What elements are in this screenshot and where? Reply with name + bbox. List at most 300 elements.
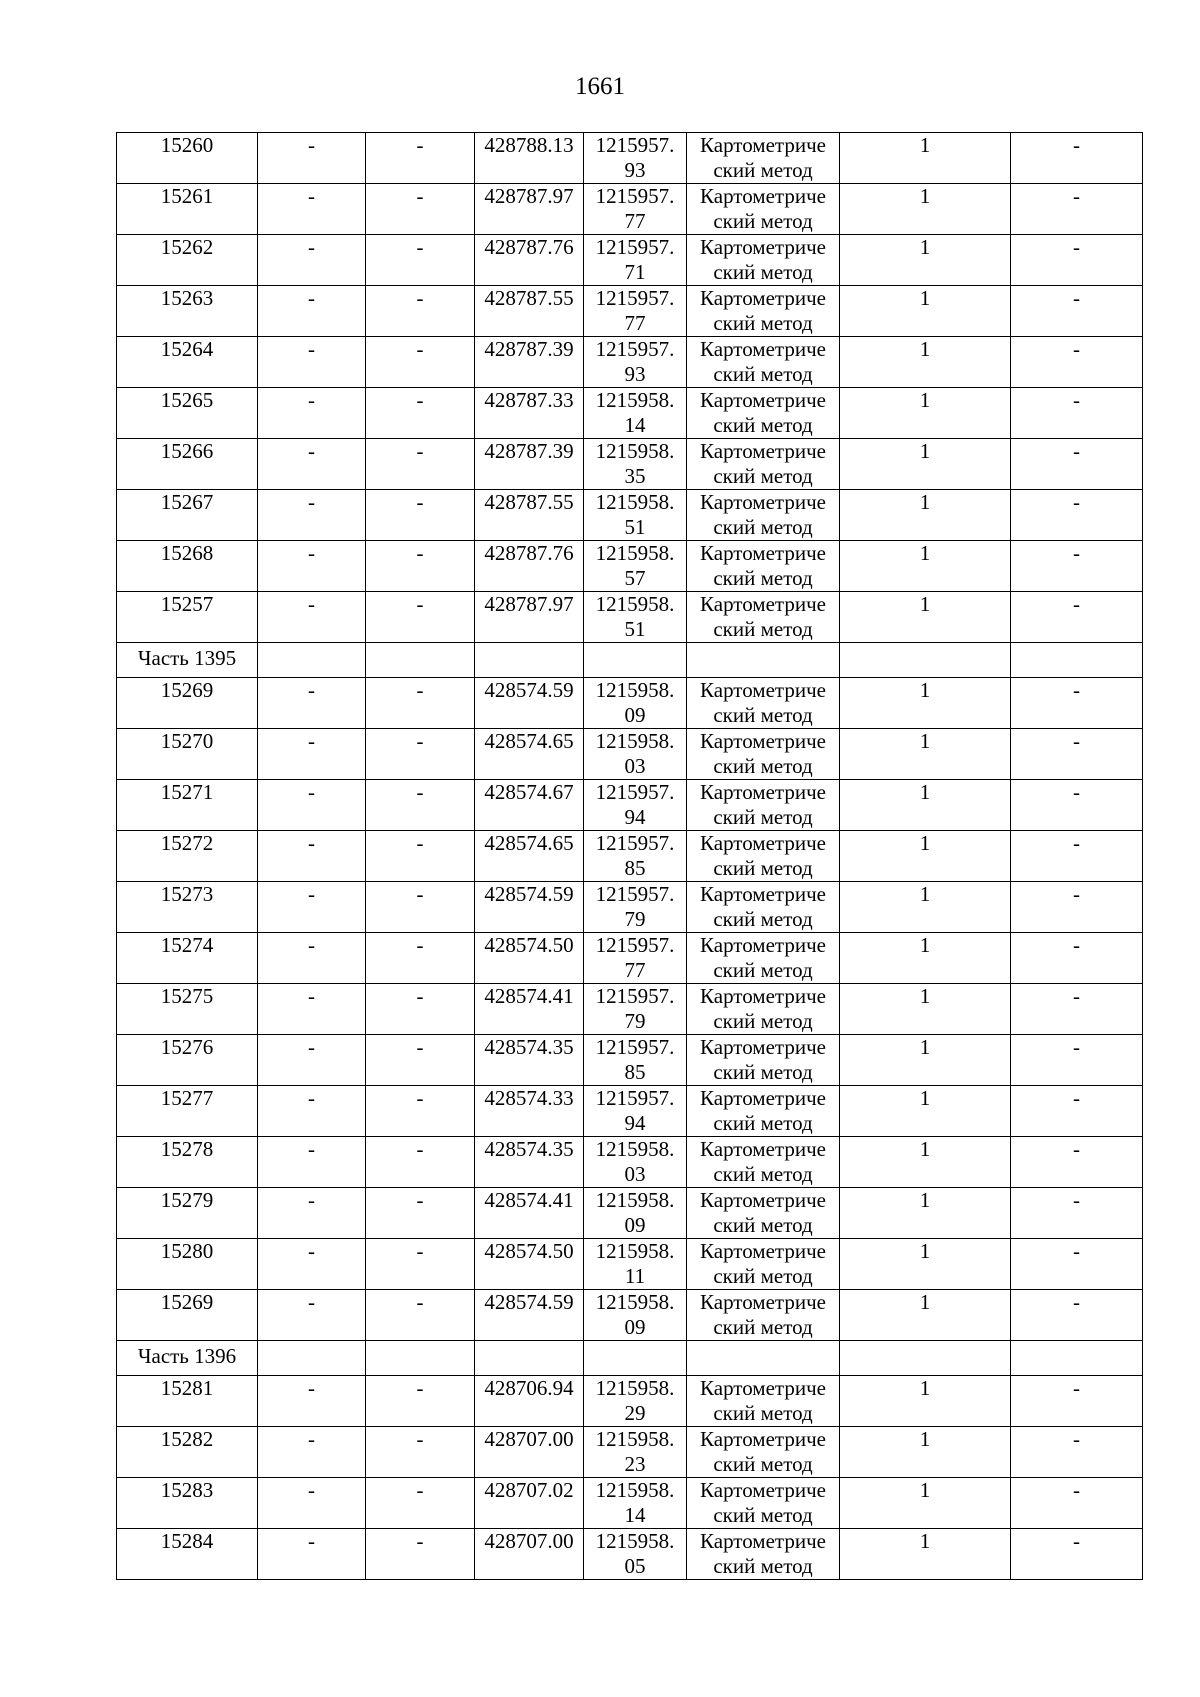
method-part: ский метод — [713, 260, 813, 284]
dash-cell: - — [1011, 1035, 1143, 1086]
method-cell — [687, 831, 840, 882]
x-coordinate-cell: 428787.76 — [475, 541, 584, 592]
x-coordinate-cell: 428787.55 — [475, 286, 584, 337]
table-row — [117, 439, 1143, 490]
method-part: Картометриче — [700, 678, 826, 702]
point-number-cell: 15277 — [117, 1086, 258, 1137]
method-cell — [687, 933, 840, 984]
table-row — [117, 984, 1143, 1035]
y-coordinate-part: 1215958. — [595, 1239, 675, 1263]
point-number-cell: 15264 — [117, 337, 258, 388]
method-part: Картометриче — [700, 235, 826, 259]
point-number-cell: 15269 — [117, 1290, 258, 1341]
method-cell — [687, 1427, 840, 1478]
x-coordinate-cell: 428574.35 — [475, 1035, 584, 1086]
dash-cell: - — [1011, 984, 1143, 1035]
method-part: ский метод — [713, 1162, 813, 1186]
method-cell — [687, 882, 840, 933]
y-coordinate-cell — [584, 1427, 687, 1478]
dash-cell: - — [366, 1035, 475, 1086]
accuracy-cell: 1 — [840, 184, 1011, 235]
y-coordinate-cell — [584, 337, 687, 388]
y-coordinate-part: 51 — [624, 515, 646, 539]
y-coordinate-part: 1215958. — [595, 729, 675, 753]
point-number-cell: 15270 — [117, 729, 258, 780]
y-coordinate-part: 1215957. — [595, 831, 675, 855]
empty-cell — [1011, 643, 1143, 678]
accuracy-cell: 1 — [840, 235, 1011, 286]
dash-cell: - — [1011, 541, 1143, 592]
table-row — [117, 729, 1143, 780]
dash-cell: - — [258, 1427, 366, 1478]
table-row — [117, 780, 1143, 831]
coordinates-table — [116, 132, 1143, 1580]
x-coordinate-cell: 428787.97 — [475, 184, 584, 235]
accuracy-cell: 1 — [840, 1529, 1011, 1580]
dash-cell: - — [366, 184, 475, 235]
table-row — [117, 1086, 1143, 1137]
accuracy-cell: 1 — [840, 388, 1011, 439]
accuracy-cell: 1 — [840, 490, 1011, 541]
method-part: ский метод — [713, 958, 813, 982]
method-part: Картометриче — [700, 388, 826, 412]
x-coordinate-cell: 428574.65 — [475, 729, 584, 780]
y-coordinate-part: 1215958. — [595, 541, 675, 565]
y-coordinate-part: 05 — [624, 1554, 646, 1578]
y-coordinate-part: 1215958. — [595, 1376, 675, 1400]
x-coordinate-cell: 428574.50 — [475, 1239, 584, 1290]
dash-cell: - — [366, 490, 475, 541]
y-coordinate-part: 79 — [624, 907, 646, 931]
y-coordinate-cell — [584, 729, 687, 780]
table-row — [117, 286, 1143, 337]
dash-cell: - — [258, 184, 366, 235]
dash-cell: - — [258, 490, 366, 541]
x-coordinate-cell: 428787.55 — [475, 490, 584, 541]
method-part: ский метод — [713, 617, 813, 641]
part-label: Часть 1395 — [117, 643, 258, 678]
point-number-cell: 15284 — [117, 1529, 258, 1580]
dash-cell: - — [258, 1035, 366, 1086]
method-part: Картометриче — [700, 184, 826, 208]
y-coordinate-cell — [584, 388, 687, 439]
y-coordinate-cell — [584, 1290, 687, 1341]
x-coordinate-cell: 428574.33 — [475, 1086, 584, 1137]
table-row — [117, 337, 1143, 388]
method-cell — [687, 337, 840, 388]
y-coordinate-part: 1215958. — [595, 1427, 675, 1451]
method-part: Картометриче — [700, 1427, 826, 1451]
x-coordinate-cell: 428787.76 — [475, 235, 584, 286]
method-part: ский метод — [713, 1554, 813, 1578]
accuracy-cell: 1 — [840, 1137, 1011, 1188]
y-coordinate-part: 1215957. — [595, 984, 675, 1008]
table-row — [117, 388, 1143, 439]
dash-cell: - — [258, 235, 366, 286]
dash-cell: - — [1011, 1478, 1143, 1529]
y-coordinate-part: 1215957. — [595, 1086, 675, 1110]
y-coordinate-part: 1215958. — [595, 592, 675, 616]
method-part: Картометриче — [700, 1529, 826, 1553]
accuracy-cell: 1 — [840, 1035, 1011, 1086]
y-coordinate-part: 1215958. — [595, 1188, 675, 1212]
table-row — [117, 184, 1143, 235]
y-coordinate-part: 1215958. — [595, 490, 675, 514]
table-row — [117, 1035, 1143, 1086]
y-coordinate-part: 1215957. — [595, 882, 675, 906]
dash-cell: - — [1011, 133, 1143, 184]
dash-cell: - — [366, 984, 475, 1035]
method-part: ский метод — [713, 413, 813, 437]
y-coordinate-part: 77 — [624, 311, 646, 335]
method-part: ский метод — [713, 856, 813, 880]
dash-cell: - — [366, 780, 475, 831]
accuracy-cell: 1 — [840, 1188, 1011, 1239]
method-part: Картометриче — [700, 984, 826, 1008]
table-row — [117, 235, 1143, 286]
table-row — [117, 490, 1143, 541]
table-row — [117, 882, 1143, 933]
table-row — [117, 592, 1143, 643]
dash-cell: - — [366, 541, 475, 592]
y-coordinate-part: 23 — [624, 1452, 646, 1476]
point-number-cell: 15261 — [117, 184, 258, 235]
y-coordinate-cell — [584, 1137, 687, 1188]
method-cell — [687, 1239, 840, 1290]
method-cell — [687, 286, 840, 337]
dash-cell: - — [1011, 1137, 1143, 1188]
dash-cell: - — [258, 388, 366, 439]
table-row — [117, 1137, 1143, 1188]
table-row — [117, 1376, 1143, 1427]
accuracy-cell: 1 — [840, 1086, 1011, 1137]
empty-cell — [840, 643, 1011, 678]
point-number-cell: 15281 — [117, 1376, 258, 1427]
empty-cell — [1011, 1341, 1143, 1376]
y-coordinate-part: 09 — [624, 1315, 646, 1339]
dash-cell: - — [366, 831, 475, 882]
empty-cell — [687, 1341, 840, 1376]
y-coordinate-part: 03 — [624, 754, 646, 778]
dash-cell: - — [258, 933, 366, 984]
method-cell — [687, 780, 840, 831]
accuracy-cell: 1 — [840, 286, 1011, 337]
y-coordinate-part: 51 — [624, 617, 646, 641]
point-number-cell: 15269 — [117, 678, 258, 729]
method-part: ский метод — [713, 515, 813, 539]
point-number-cell: 15262 — [117, 235, 258, 286]
method-part: ский метод — [713, 1111, 813, 1135]
dash-cell: - — [258, 729, 366, 780]
x-coordinate-cell: 428574.59 — [475, 678, 584, 729]
dash-cell: - — [1011, 729, 1143, 780]
y-coordinate-cell — [584, 439, 687, 490]
method-part: Картометриче — [700, 1086, 826, 1110]
dash-cell: - — [1011, 1376, 1143, 1427]
y-coordinate-cell — [584, 235, 687, 286]
method-part: Картометриче — [700, 286, 826, 310]
method-part: ский метод — [713, 464, 813, 488]
dash-cell: - — [258, 831, 366, 882]
empty-cell — [475, 643, 584, 678]
method-cell — [687, 984, 840, 1035]
method-part: Картометриче — [700, 1035, 826, 1059]
dash-cell: - — [366, 729, 475, 780]
y-coordinate-part: 93 — [624, 158, 646, 182]
y-coordinate-cell — [584, 133, 687, 184]
method-part: Картометриче — [700, 1137, 826, 1161]
method-part: Картометриче — [700, 541, 826, 565]
accuracy-cell: 1 — [840, 882, 1011, 933]
method-cell — [687, 388, 840, 439]
dash-cell: - — [258, 1239, 366, 1290]
accuracy-cell: 1 — [840, 1239, 1011, 1290]
dash-cell: - — [366, 1376, 475, 1427]
method-part: ский метод — [713, 1452, 813, 1476]
x-coordinate-cell: 428707.02 — [475, 1478, 584, 1529]
part-header-row — [117, 1341, 1143, 1376]
dash-cell: - — [258, 541, 366, 592]
part-header-row — [117, 643, 1143, 678]
accuracy-cell: 1 — [840, 133, 1011, 184]
dash-cell: - — [1011, 1188, 1143, 1239]
empty-cell — [584, 1341, 687, 1376]
y-coordinate-cell — [584, 1086, 687, 1137]
y-coordinate-part: 94 — [624, 1111, 646, 1135]
point-number-cell: 15263 — [117, 286, 258, 337]
method-part: ский метод — [713, 1401, 813, 1425]
method-part: Картометриче — [700, 882, 826, 906]
point-number-cell: 15279 — [117, 1188, 258, 1239]
empty-cell — [584, 643, 687, 678]
dash-cell: - — [258, 882, 366, 933]
y-coordinate-part: 09 — [624, 1213, 646, 1237]
method-cell — [687, 490, 840, 541]
table-row — [117, 1478, 1143, 1529]
point-number-cell: 15275 — [117, 984, 258, 1035]
y-coordinate-cell — [584, 933, 687, 984]
y-coordinate-cell — [584, 1529, 687, 1580]
y-coordinate-part: 1215958. — [595, 1290, 675, 1314]
dash-cell: - — [366, 1290, 475, 1341]
method-part: ский метод — [713, 362, 813, 386]
dash-cell: - — [1011, 388, 1143, 439]
y-coordinate-part: 1215958. — [595, 1137, 675, 1161]
dash-cell: - — [366, 439, 475, 490]
y-coordinate-part: 1215957. — [595, 235, 675, 259]
dash-cell: - — [258, 780, 366, 831]
y-coordinate-part: 14 — [624, 1503, 646, 1527]
y-coordinate-part: 1215958. — [595, 1478, 675, 1502]
y-coordinate-cell — [584, 184, 687, 235]
x-coordinate-cell: 428574.65 — [475, 831, 584, 882]
accuracy-cell: 1 — [840, 541, 1011, 592]
method-part: Картометриче — [700, 1188, 826, 1212]
dash-cell: - — [366, 592, 475, 643]
dash-cell: - — [366, 1188, 475, 1239]
point-number-cell: 15260 — [117, 133, 258, 184]
method-cell — [687, 678, 840, 729]
method-part: Картометриче — [700, 1478, 826, 1502]
x-coordinate-cell: 428787.33 — [475, 388, 584, 439]
dash-cell: - — [366, 286, 475, 337]
accuracy-cell: 1 — [840, 1290, 1011, 1341]
table-row — [117, 1239, 1143, 1290]
y-coordinate-cell — [584, 984, 687, 1035]
method-cell — [687, 133, 840, 184]
dash-cell: - — [366, 133, 475, 184]
x-coordinate-cell: 428574.41 — [475, 984, 584, 1035]
dash-cell: - — [258, 1290, 366, 1341]
method-part: ский метод — [713, 209, 813, 233]
method-part: ский метод — [713, 1264, 813, 1288]
dash-cell: - — [1011, 235, 1143, 286]
y-coordinate-part: 93 — [624, 362, 646, 386]
y-coordinate-part: 57 — [624, 566, 646, 590]
method-part: ский метод — [713, 566, 813, 590]
dash-cell: - — [258, 678, 366, 729]
accuracy-cell: 1 — [840, 984, 1011, 1035]
dash-cell: - — [1011, 490, 1143, 541]
y-coordinate-cell — [584, 1188, 687, 1239]
x-coordinate-cell: 428787.97 — [475, 592, 584, 643]
dash-cell: - — [1011, 1290, 1143, 1341]
dash-cell: - — [1011, 780, 1143, 831]
part-label: Часть 1396 — [117, 1341, 258, 1376]
method-part: ский метод — [713, 703, 813, 727]
point-number-cell: 15268 — [117, 541, 258, 592]
x-coordinate-cell: 428574.50 — [475, 933, 584, 984]
y-coordinate-part: 1215958. — [595, 1529, 675, 1553]
point-number-cell: 15273 — [117, 882, 258, 933]
point-number-cell: 15267 — [117, 490, 258, 541]
dash-cell: - — [258, 984, 366, 1035]
table-row — [117, 1529, 1143, 1580]
table-row — [117, 541, 1143, 592]
dash-cell: - — [258, 133, 366, 184]
dash-cell: - — [258, 1137, 366, 1188]
dash-cell: - — [1011, 1529, 1143, 1580]
y-coordinate-cell — [584, 541, 687, 592]
y-coordinate-part: 85 — [624, 856, 646, 880]
y-coordinate-part: 71 — [624, 260, 646, 284]
accuracy-cell: 1 — [840, 1427, 1011, 1478]
dash-cell: - — [258, 1188, 366, 1239]
dash-cell: - — [1011, 337, 1143, 388]
dash-cell: - — [366, 1478, 475, 1529]
dash-cell: - — [366, 1529, 475, 1580]
dash-cell: - — [366, 1239, 475, 1290]
table-body — [117, 133, 1143, 1580]
x-coordinate-cell: 428788.13 — [475, 133, 584, 184]
dash-cell: - — [366, 388, 475, 439]
point-number-cell: 15276 — [117, 1035, 258, 1086]
method-part: ский метод — [713, 805, 813, 829]
method-part: Картометриче — [700, 933, 826, 957]
method-part: ский метод — [713, 1213, 813, 1237]
empty-cell — [687, 643, 840, 678]
method-part: Картометриче — [700, 1239, 826, 1263]
y-coordinate-part: 14 — [624, 413, 646, 437]
accuracy-cell: 1 — [840, 1376, 1011, 1427]
method-part: ский метод — [713, 311, 813, 335]
method-part: Картометриче — [700, 1290, 826, 1314]
x-coordinate-cell: 428706.94 — [475, 1376, 584, 1427]
dash-cell: - — [1011, 1239, 1143, 1290]
y-coordinate-part: 1215957. — [595, 133, 675, 157]
method-cell — [687, 541, 840, 592]
y-coordinate-part: 77 — [624, 958, 646, 982]
y-coordinate-part: 1215957. — [595, 933, 675, 957]
y-coordinate-part: 1215957. — [595, 337, 675, 361]
point-number-cell: 15278 — [117, 1137, 258, 1188]
dash-cell: - — [258, 439, 366, 490]
dash-cell: - — [1011, 286, 1143, 337]
dash-cell: - — [366, 1137, 475, 1188]
method-part: ский метод — [713, 158, 813, 182]
point-number-cell: 15283 — [117, 1478, 258, 1529]
y-coordinate-part: 35 — [624, 464, 646, 488]
table-row — [117, 831, 1143, 882]
dash-cell: - — [258, 1478, 366, 1529]
method-cell — [687, 592, 840, 643]
accuracy-cell: 1 — [840, 678, 1011, 729]
method-part: Картометриче — [700, 133, 826, 157]
y-coordinate-part: 1215958. — [595, 678, 675, 702]
x-coordinate-cell: 428787.39 — [475, 337, 584, 388]
method-cell — [687, 1086, 840, 1137]
method-part: ский метод — [713, 1503, 813, 1527]
method-part: Картометриче — [700, 1376, 826, 1400]
table-row — [117, 678, 1143, 729]
accuracy-cell: 1 — [840, 1478, 1011, 1529]
point-number-cell: 15280 — [117, 1239, 258, 1290]
dash-cell: - — [1011, 592, 1143, 643]
y-coordinate-part: 29 — [624, 1401, 646, 1425]
x-coordinate-cell: 428707.00 — [475, 1529, 584, 1580]
dash-cell: - — [258, 592, 366, 643]
page-number: 1661 — [575, 73, 625, 100]
method-part: Картометриче — [700, 729, 826, 753]
y-coordinate-part: 1215957. — [595, 184, 675, 208]
y-coordinate-part: 11 — [624, 1264, 646, 1288]
method-cell — [687, 1529, 840, 1580]
accuracy-cell: 1 — [840, 337, 1011, 388]
method-part: ский метод — [713, 754, 813, 778]
x-coordinate-cell: 428574.59 — [475, 882, 584, 933]
y-coordinate-cell — [584, 592, 687, 643]
y-coordinate-part: 94 — [624, 805, 646, 829]
dash-cell: - — [1011, 831, 1143, 882]
empty-cell — [258, 1341, 366, 1376]
y-coordinate-cell — [584, 831, 687, 882]
method-part: Картометриче — [700, 439, 826, 463]
empty-cell — [258, 643, 366, 678]
y-coordinate-part: 1215958. — [595, 439, 675, 463]
x-coordinate-cell: 428574.59 — [475, 1290, 584, 1341]
accuracy-cell: 1 — [840, 592, 1011, 643]
point-number-cell: 15266 — [117, 439, 258, 490]
accuracy-cell: 1 — [840, 933, 1011, 984]
method-cell — [687, 184, 840, 235]
method-cell — [687, 1137, 840, 1188]
y-coordinate-cell — [584, 780, 687, 831]
dash-cell: - — [366, 1427, 475, 1478]
x-coordinate-cell: 428787.39 — [475, 439, 584, 490]
dash-cell: - — [258, 1086, 366, 1137]
dash-cell: - — [366, 933, 475, 984]
y-coordinate-part: 09 — [624, 703, 646, 727]
